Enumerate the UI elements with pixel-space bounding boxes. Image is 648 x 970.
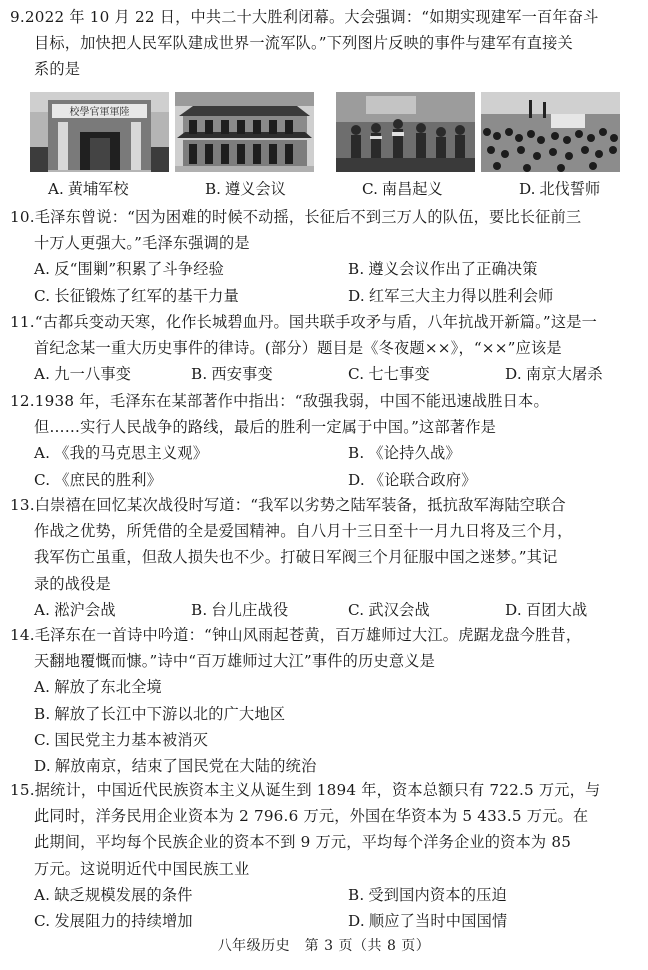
option-d[interactable]: D. 《论联合政府》: [348, 470, 477, 489]
question-10: [10, 204, 638, 309]
option-c[interactable]: C. 武汉会战: [348, 600, 430, 619]
question-stem-line: 天翻地覆慨而慷。”诗中“百万雄师过大江”事件的历史意义是: [34, 652, 435, 671]
question-stem: “古都兵变动天寒，化作长城碧血丹。国共联手攻矛与盾，八年抗战开新篇。”这是一: [34, 313, 598, 331]
question-stem-line: 此同时，洋务民用企业资本为 2 796.6 万元，外国在华资本为 5 433.5 万元。在: [34, 807, 589, 826]
question-stem-line: 万元。这说明近代中国民族工业: [34, 859, 250, 878]
question-11: [10, 309, 638, 388]
option-b[interactable]: B. 台儿庄战役: [191, 600, 289, 619]
image-row: [30, 92, 620, 172]
option-c[interactable]: C. 发展阻力的持续增加: [34, 912, 193, 931]
northern-expedition-oath-photo: [481, 92, 620, 172]
option-a[interactable]: A. 解放了东北全境: [34, 678, 162, 697]
nanchang-uprising-painting: [336, 92, 475, 172]
question-stem: 白崇禧在回忆某次战役时写道：“我军以劣势之陆军装备，抵抗敌军海陆空联合: [34, 496, 566, 514]
zunyi-conference-building-photo: [175, 92, 314, 172]
page-footer: 八年级历史 第 3 页（共 8 页）: [217, 938, 431, 954]
question-number: 9.: [10, 8, 25, 26]
question-stem: 据统计，中国近代民族资本主义从诞生到 1894 年，资本总额只有 722.5 万元，与: [34, 781, 601, 799]
question-number: 10.: [10, 208, 35, 226]
option-c[interactable]: C. 南昌起义: [362, 180, 443, 198]
option-b[interactable]: B. 解放了长江中下游以北的广大地区: [34, 704, 286, 723]
question-stem: 毛泽东在一首诗中吟道：“钟山风雨起苍黄，百万雄师过大江。虎踞龙盘今胜昔，: [34, 626, 582, 644]
question-number: 14.: [10, 626, 35, 644]
question-stem-line: 作战之优势，所凭借的全是爱国精神。自八月十三日至十一月九日将及三个月，: [34, 522, 573, 541]
option-c[interactable]: C. 国民党主力基本被消灭: [34, 730, 209, 749]
question-stem-line: 但……实行人民战争的路线，最后的胜利一定属于中国。”这部著作是: [34, 418, 496, 437]
option-c[interactable]: C. 《庶民的胜利》: [34, 470, 163, 489]
option-b[interactable]: B. 西安事变: [191, 365, 273, 384]
image-captions: [10, 176, 638, 202]
option-c[interactable]: C. 七七事变: [348, 365, 430, 384]
question-stem-line: 我军伤亡虽重，但敌人损失也不少。打破日军阀三个月征服中国之迷梦。”其记: [34, 548, 558, 567]
question-stem: 1938 年，毛泽东在某部著作中指出：“敌强我弱，中国不能迅速战胜日本。: [34, 392, 549, 410]
question-14: [10, 622, 638, 779]
option-d[interactable]: D. 红军三大主力得以胜利会师: [348, 286, 554, 305]
option-b[interactable]: B. 遵义会议作出了正确决策: [348, 260, 538, 279]
question-number: 11.: [10, 313, 35, 331]
option-a[interactable]: A. 《我的马克思主义观》: [34, 444, 209, 463]
question-stem-line: 十万人更强大。”毛泽东强调的是: [34, 234, 250, 253]
option-a[interactable]: A. 黄埔军校: [48, 180, 129, 198]
option-c[interactable]: C. 长征锻炼了红军的基干力量: [34, 286, 239, 305]
question-number: 13.: [10, 496, 35, 514]
question-15: [10, 777, 638, 934]
question-stem-line: 此期间，平均每个民族企业的资本不到 9 万元，平均每个洋务企业的资本为 85: [34, 833, 572, 852]
question-stem: 2022 年 10 月 22 日，中共二十大胜利闭幕。大会强调：“如期实现建军一百年奋斗: [24, 8, 599, 26]
option-b[interactable]: B. 遵义会议: [205, 180, 286, 198]
question-stem-line: 录的战役是: [34, 574, 111, 593]
option-d[interactable]: D. 解放南京，结束了国民党在大陆的统治: [34, 757, 317, 776]
option-a[interactable]: A. 九一八事变: [34, 365, 132, 384]
question-number: 12.: [10, 392, 35, 410]
option-d[interactable]: D. 南京大屠杀: [505, 365, 603, 384]
question-stem: 毛泽东曾说：“因为困难的时候不动摇，长征后不到三万人的队伍，要比长征前三: [34, 208, 582, 226]
option-b[interactable]: B. 受到国内资本的压迫: [348, 885, 507, 904]
question-stem-line: 目标，加快把人民军队建成世界一流军队。”下列图片反映的事件与建军有直接关: [34, 34, 573, 53]
question-13: [10, 492, 638, 623]
question-9: [10, 4, 638, 83]
gate-inscription: 校學官軍軍陸: [69, 107, 130, 118]
option-d[interactable]: D. 百团大战: [505, 600, 588, 619]
question-number: 15.: [10, 781, 35, 799]
option-a[interactable]: A. 反“围剿”积累了斗争经验: [34, 260, 225, 279]
question-stem-line: 系的是: [34, 60, 81, 79]
option-a[interactable]: A. 缺乏规模发展的条件: [34, 885, 193, 904]
question-stem-line: 首纪念某一重大历史事件的律诗。(部分）题目是《冬夜题××》，“××”应该是: [34, 339, 562, 358]
option-d[interactable]: D. 顺应了当时中国国情: [348, 912, 508, 931]
option-b[interactable]: B. 《论持久战》: [348, 444, 461, 463]
option-d[interactable]: D. 北伐誓师: [519, 180, 601, 198]
option-a[interactable]: A. 淞沪会战: [34, 600, 116, 619]
question-12: [10, 388, 638, 493]
huangpu-academy-gate-photo: [30, 92, 169, 172]
